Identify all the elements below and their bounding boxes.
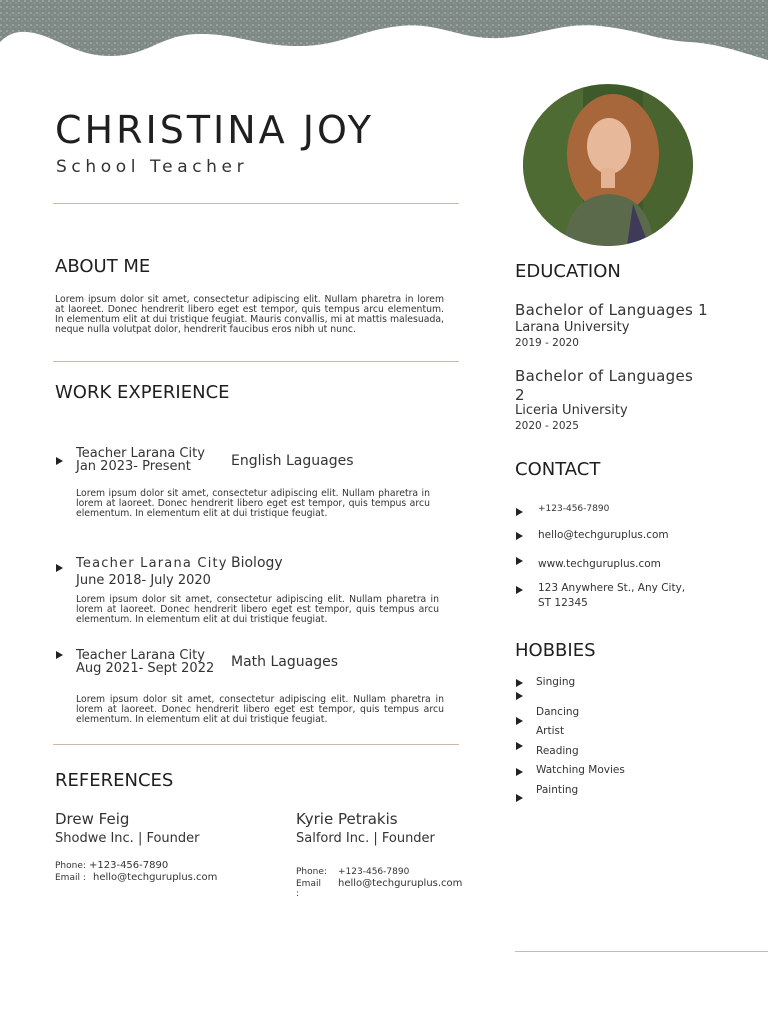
job-title: Teacher Larana City	[76, 648, 205, 663]
reference-name: Drew Feig	[55, 810, 130, 828]
reference-name: Kyrie Petrakis	[296, 810, 398, 828]
job-title: Teacher Larana City	[76, 556, 228, 571]
hobby-bullet-icon	[516, 679, 523, 687]
hobby-item: Reading	[536, 745, 579, 757]
job-subject: Biology	[231, 555, 283, 571]
education-school: Larana University	[515, 320, 630, 335]
contact-address-line1: 123 Anywhere St., Any City,	[538, 582, 686, 594]
education-school: Liceria University	[515, 403, 628, 418]
education-years: 2019 - 2020	[515, 337, 579, 349]
reference-phone-label: Phone:	[296, 867, 327, 877]
education-years: 2020 - 2025	[515, 420, 579, 432]
contact-address-line2: ST 12345	[538, 597, 588, 609]
hobby-bullet-icon	[516, 768, 523, 776]
reference-email: hello@techguruplus.com	[93, 872, 218, 883]
job-dates: Jan 2023- Present	[76, 459, 191, 474]
reference-phone: +123-456-7890	[338, 867, 410, 877]
hobby-item: Watching Movies	[536, 764, 625, 776]
contact-website: www.techguruplus.com	[538, 558, 661, 570]
hobby-item: Painting	[536, 784, 579, 796]
hobby-item: Singing	[536, 676, 576, 688]
about-heading: ABOUT ME	[55, 256, 151, 277]
education-degree: Bachelor of Languages 2	[515, 367, 694, 404]
top-banner	[0, 0, 768, 70]
phone-bullet-icon	[516, 508, 523, 516]
hobby-bullet-icon	[516, 794, 523, 802]
divider	[53, 361, 459, 362]
divider	[53, 744, 459, 745]
about-text: Lorem ipsum dolor sit amet, consectetur adipiscing elit. Nullam pharetra in lorem at laoreet. Donec hendrerit libero eget est tempor, quis tempus arcu elementum. In elementum elit at dui tristique feugiat. Mauris convallis, mi at mattis malesuada, neque nulla volutpat dolor, hendrerit faucibus eros nibh ut nunc.	[55, 294, 444, 335]
references-heading: REFERENCES	[55, 770, 174, 791]
profile-photo	[523, 84, 693, 246]
reference-company: Shodwe Inc. | Founder	[55, 831, 200, 846]
hobby-item: Artist	[536, 725, 565, 737]
work-heading: WORK EXPERIENCE	[55, 382, 230, 403]
reference-company: Salford Inc. | Founder	[296, 831, 435, 846]
candidate-name: CHRISTINA JOY	[55, 108, 375, 152]
reference-email-label: Email	[296, 879, 321, 889]
job-dates: June 2018- July 2020	[76, 573, 211, 588]
reference-email: hello@techguruplus.com	[338, 878, 463, 889]
job-description: Lorem ipsum dolor sit amet, consectetur adipiscing elit. Nullam pharetra in lorem at laoreet. Donec hendrerit libero eget est tempor, quis tempus arcu elementum. In elementum elit at dui tristique feugiat.	[76, 488, 430, 519]
hobbies-heading: HOBBIES	[515, 640, 596, 661]
hobby-item: Dancing	[536, 706, 580, 718]
hobby-bullet-icon	[516, 742, 523, 750]
contact-phone: +123-456-7890	[538, 504, 610, 514]
address-bullet-icon	[516, 586, 523, 594]
job-subject: English Laguages	[231, 453, 354, 469]
candidate-role: School Teacher	[56, 157, 249, 177]
reference-phone: +123-456-7890	[89, 860, 169, 871]
job-dates: Aug 2021- Sept 2022	[76, 661, 215, 676]
website-bullet-icon	[516, 557, 523, 565]
reference-email-colon: :	[296, 889, 300, 899]
job-description: Lorem ipsum dolor sit amet, consectetur adipiscing elit. Nullam pharetra in lorem at laoreet. Donec hendrerit libero eget est tempor, quis tempus arcu elementum. In elementum elit at dui tristique feugiat.	[76, 594, 439, 625]
reference-phone-label: Phone:	[55, 861, 86, 871]
bullet-icon	[56, 651, 63, 659]
reference-email-label: Email :	[55, 873, 86, 883]
job-subject: Math Laguages	[231, 654, 338, 670]
contact-heading: CONTACT	[515, 459, 601, 480]
bullet-icon	[56, 564, 63, 572]
divider	[515, 951, 768, 952]
job-description: Lorem ipsum dolor sit amet, consectetur adipiscing elit. Nullam pharetra in lorem at laoreet. Donec hendrerit libero eget est tempor, quis tempus arcu elementum. In elementum elit at dui tristique feugiat.	[76, 694, 444, 725]
education-heading: EDUCATION	[515, 261, 621, 282]
hobby-bullet-icon	[516, 692, 523, 700]
job-title: Teacher Larana City	[76, 446, 205, 461]
bullet-icon	[56, 457, 63, 465]
divider	[53, 203, 459, 204]
email-bullet-icon	[516, 532, 523, 540]
hobby-bullet-icon	[516, 717, 523, 725]
education-degree: Bachelor of Languages 1	[515, 301, 709, 319]
contact-email: hello@techguruplus.com	[538, 529, 669, 541]
